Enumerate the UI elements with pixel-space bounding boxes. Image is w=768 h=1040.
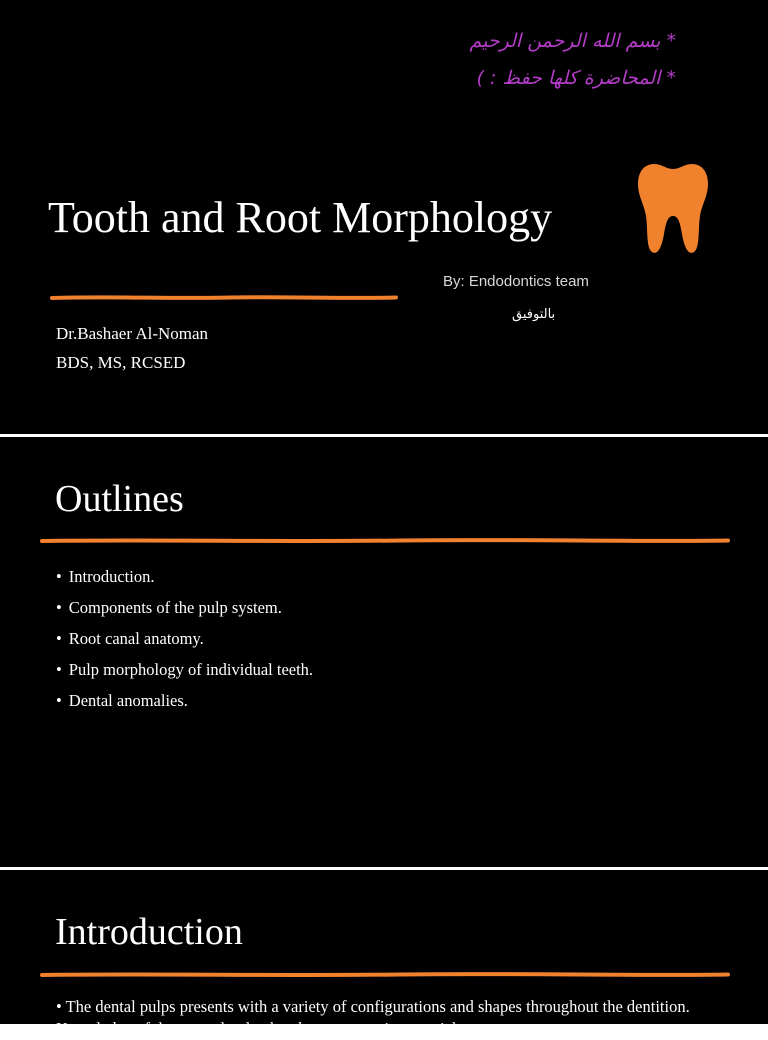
list-item: • Root canal anatomy.: [56, 623, 313, 654]
slide-heading: Outlines: [55, 478, 184, 520]
handwritten-annotation-line-2: * المحاضرة كلها حفظ : ): [476, 67, 676, 89]
list-item: • Pulp morphology of individual teeth.: [56, 654, 313, 685]
slide-introduction: [0, 870, 768, 1038]
handwritten-annotation-line-1: * بسم الله الرحمن الرحيم: [469, 30, 676, 52]
presentation-title: Tooth and Root Morphology: [48, 193, 553, 242]
author-block: [56, 319, 208, 377]
outline-list: [56, 561, 313, 716]
arabic-note: بالتوفيق: [512, 307, 556, 322]
author-degrees: BDS, MS, RCSED: [56, 353, 186, 372]
heading-underline: [40, 537, 730, 545]
slide-heading: Introduction: [55, 911, 243, 953]
slide-title: [0, 0, 768, 434]
byline: By: Endodontics team: [443, 273, 589, 290]
slide-outlines: [0, 437, 768, 867]
title-underline: [50, 294, 398, 302]
author-name: Dr.Bashaer Al-Noman: [56, 324, 209, 343]
list-item: • Components of the pulp system.: [56, 592, 313, 623]
list-item: • Introduction.: [56, 561, 313, 592]
intro-paragraph: • The dental pulps presents with a variety of configurations and shapes throughout the dentition. Knowledge of the normal pulp chamber anatomy is essential to: [56, 997, 690, 1038]
tooth-icon: [636, 160, 710, 256]
list-item: • Dental anomalies.: [56, 685, 313, 716]
heading-underline: [40, 971, 730, 979]
